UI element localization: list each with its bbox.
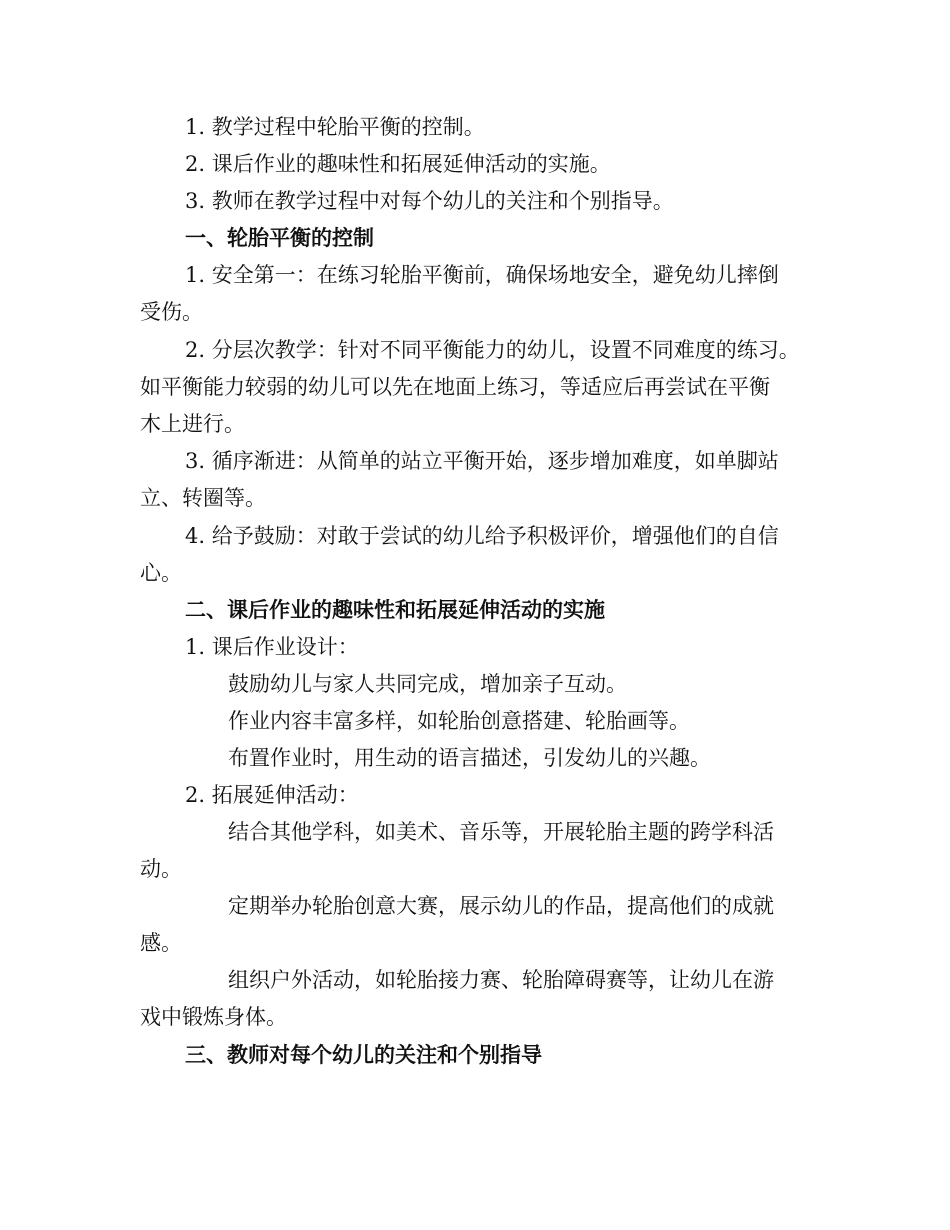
paragraph-line: 组织户外活动，如轮胎接力赛、轮胎障碍赛等，让幼儿在游 xyxy=(228,968,774,992)
paragraph-line: 3. 循序渐进：从简单的站立平衡开始，逐步增加难度，如单脚站 xyxy=(185,449,779,473)
paragraph-line: 如平衡能力较弱的幼儿可以先在地面上练习，等适应后再尝试在平衡 xyxy=(140,375,770,399)
intro-item-1: 1. 教学过程中轮胎平衡的控制。 xyxy=(185,115,485,139)
paragraph-line: 受伤。 xyxy=(140,300,203,324)
intro-item-2: 2. 课后作业的趣味性和拓展延伸活动的实施。 xyxy=(185,152,611,176)
intro-item-3: 3. 教师在教学过程中对每个幼儿的关注和个别指导。 xyxy=(185,189,674,213)
paragraph-line: 1. 课后作业设计： xyxy=(185,635,359,659)
paragraph-line: 1. 安全第一：在练习轮胎平衡前，确保场地安全，避免幼儿摔倒 xyxy=(185,263,779,287)
paragraph-line: 立、转圈等。 xyxy=(140,486,266,510)
paragraph-line: 动。 xyxy=(140,857,182,881)
paragraph-line: 结合其他学科，如美术、音乐等，开展轮胎主题的跨学科活 xyxy=(228,820,774,844)
section-heading-1: 一、轮胎平衡的控制 xyxy=(185,225,374,250)
paragraph-line: 作业内容丰富多样，如轮胎创意搭建、轮胎画等。 xyxy=(228,709,690,733)
paragraph-line: 心。 xyxy=(140,561,182,585)
section-heading-3: 三、教师对每个幼儿的关注和个别指导 xyxy=(185,1042,542,1067)
paragraph-line: 2. 分层次教学：针对不同平衡能力的幼儿，设置不同难度的练习。 xyxy=(185,338,800,362)
paragraph-line: 鼓励幼儿与家人共同完成，增加亲子互动。 xyxy=(228,672,627,696)
paragraph-line: 木上进行。 xyxy=(140,412,245,436)
paragraph-line: 布置作业时，用生动的语言描述，引发幼儿的兴趣。 xyxy=(228,746,711,770)
paragraph-line: 2. 拓展延伸活动： xyxy=(185,783,359,807)
section-heading-2: 二、课后作业的趣味性和拓展延伸活动的实施 xyxy=(185,597,605,622)
paragraph-line: 感。 xyxy=(140,931,182,955)
paragraph-line: 定期举办轮胎创意大赛，展示幼儿的作品，提高他们的成就 xyxy=(228,894,774,918)
paragraph-line: 4. 给予鼓励：对敢于尝试的幼儿给予积极评价，增强他们的自信 xyxy=(185,524,779,548)
paragraph-line: 戏中锻炼身体。 xyxy=(140,1005,287,1029)
